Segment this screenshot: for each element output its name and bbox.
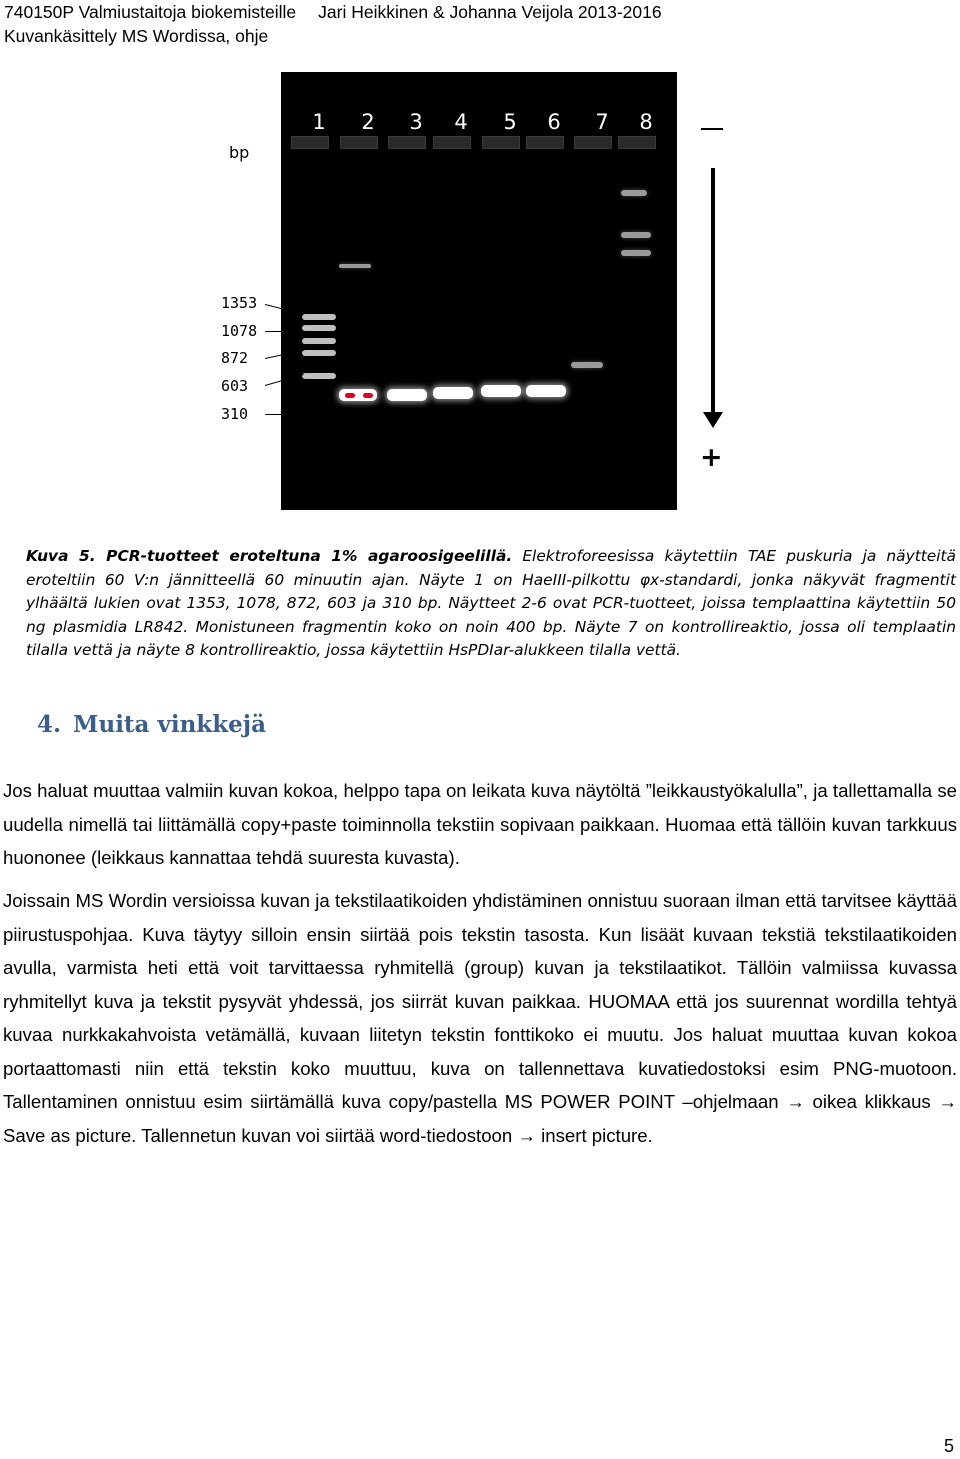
- section-number: 4.: [37, 711, 62, 738]
- gel-figure: [0, 60, 960, 520]
- lane-number: 7: [595, 110, 609, 134]
- marker-band: [302, 314, 336, 320]
- header-authors: Jari Heikkinen & Johanna Veijola 2013-2016: [318, 2, 662, 22]
- figure-caption: [26, 545, 956, 663]
- lane-number: 3: [409, 110, 423, 134]
- gel-well: [618, 136, 656, 149]
- lane-number: 1: [312, 110, 326, 134]
- body-paragraph: Joissain MS Wordin versioissa kuvan ja tekstilaatikoiden yhdistäminen onnistuu suoraan ilman että tarvitsee käyttää piirustuspohjaa. Kuva täytyy silloin ensin siirtää pois tekstin tasosta. Kun lisäät kuvaan tekstiä tekstilaatikoiden avulla, varmista heti että voit tarvittaessa ryhmitellä (group) kuvan ja tekstilaatikot. Tällöin valmiissa kuvassa ryhmitellyt kuva ja tekstit pysyvät yhdessä, jos siirrät kuvan paikkaa. HUOMAA että jos suurennat wordilla tehtyä kuvaa nurkkakahvoista vetämällä, kuvaan liitetyn tekstin fonttikoko ei muutu. Jos haluat muuttaa kuvan kokoa portaattomasti niin että tekstin koko muuttuu, kuva on tallennettava kuvatiedostoksi esim PNG-muotoon. Tallentaminen onnistuu esim siirtämällä kuva copy/pastella MS POWER POINT –ohjelmaan → oikea klikkaus → Save as picture. Tallennetun kuvan voi siirtää word-tiedostoon → insert picture.: [3, 890, 957, 1146]
- lane-number: 4: [454, 110, 468, 134]
- marker-band: [302, 350, 336, 356]
- anode-plus-sign: +: [700, 442, 723, 473]
- lane-8-band: [621, 232, 651, 238]
- page-header: [4, 0, 662, 48]
- header-subtitle: Kuvankäsittely MS Wordissa, ohje: [4, 26, 269, 46]
- gel-well: [340, 136, 378, 149]
- marker-band: [302, 373, 336, 379]
- marker-size-label: 603: [221, 377, 249, 395]
- band-highlight: [345, 393, 355, 398]
- lane-number: 2: [361, 110, 375, 134]
- gel-well: [482, 136, 520, 149]
- lane-number: 8: [639, 110, 653, 134]
- pcr-product-band: [481, 385, 521, 397]
- gel-well: [574, 136, 612, 149]
- gel-well: [388, 136, 426, 149]
- gel-well: [291, 136, 329, 149]
- pcr-product-band: [387, 389, 427, 401]
- marker-size-label: 310: [221, 405, 249, 423]
- page-number: 5: [943, 1436, 954, 1456]
- lane-2-faint-band: [339, 264, 371, 268]
- lane-number: 5: [503, 110, 517, 134]
- band-highlight: [363, 393, 373, 398]
- migration-arrow-head: [703, 412, 723, 428]
- marker-pointer-line: [265, 331, 305, 332]
- bp-label: bp: [229, 143, 250, 162]
- body-paragraph: Jos haluat muuttaa valmiin kuvan kokoa, helppo tapa on leikata kuva näytöltä ”leikkaustyökalulla”, ja tallettamalla se uudella nimellä tai liittämällä copy+paste toiminnolla tekstiin sopivaan paikkaan. Huomaa että tällöin kuvan tarkkuus huononee (leikkaus kannattaa tehdä suuresta kuvasta).: [3, 780, 957, 868]
- lane-number: 6: [547, 110, 561, 134]
- section-title: Muita vinkkejä: [73, 711, 267, 738]
- lane-7-band: [571, 362, 603, 368]
- migration-arrow-shaft: [711, 168, 715, 414]
- pcr-product-band: [526, 385, 566, 397]
- header-line-1: [4, 0, 662, 24]
- caption-label: Kuva 5. PCR-tuotteet eroteltuna 1% agaroosigeelillä.: [26, 547, 513, 565]
- header-course: 740150P Valmiustaitoja biokemisteille: [4, 2, 297, 22]
- caption-text: Elektroforeesissa käytettiin TAE puskuria ja näytteitä eroteltiin 60 V:n jännitteellä 60 minuutin ajan. Näyte 1 on HaeIII-pilkottu φx-standardi, jonka näkyvät fragmentit ylhäältä lukien ovat 1353, 1078, 872, 603 ja 310 bp. Näytteet 2-6 ovat PCR-tuotteet, joissa templaattina käytettiin 50 ng plasmidia LR842. Monistuneen fragmentin koko on noin 400 bp. Näyte 7 on kontrollireaktio, jossa oli templaatin tilalla vettä ja näyte 8 kontrollireaktio, jossa käytettiin HsPDIar-alukkeen tilalla vettä.: [26, 547, 956, 660]
- gel-well: [433, 136, 471, 149]
- marker-size-label: 872: [221, 349, 249, 367]
- marker-size-label: 1078: [221, 322, 258, 340]
- gel-well: [526, 136, 564, 149]
- lane-8-band: [621, 250, 651, 256]
- gel-image: [281, 72, 677, 510]
- lane-8-band: [621, 190, 647, 196]
- pcr-product-band: [433, 387, 473, 399]
- marker-pointer-line: [265, 414, 305, 415]
- cathode-minus-sign: [701, 128, 723, 130]
- section-heading: [37, 711, 266, 738]
- marker-band: [302, 325, 336, 331]
- marker-size-label: 1353: [221, 294, 258, 312]
- marker-band: [302, 338, 336, 344]
